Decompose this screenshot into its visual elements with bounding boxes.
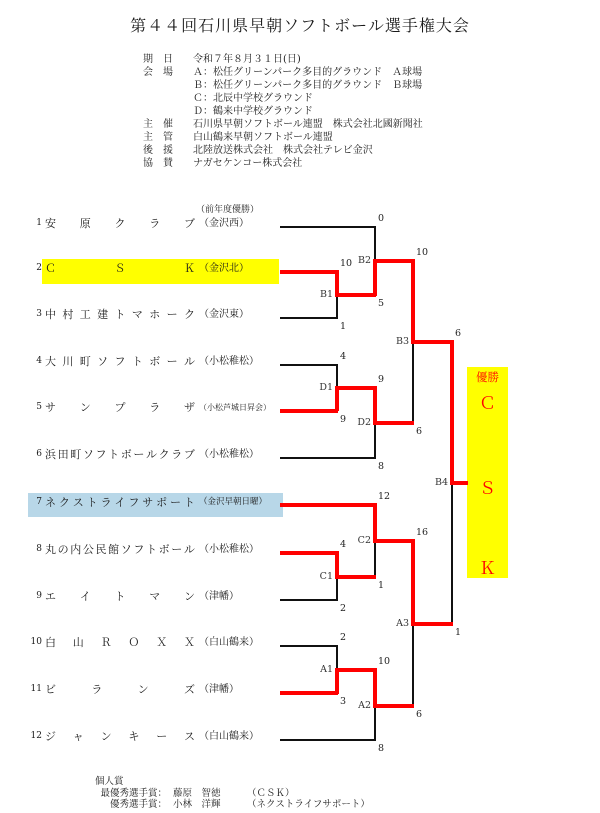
team-region: （津幡） <box>199 591 239 602</box>
event-info-block <box>143 53 423 170</box>
team-name: サ ン プ ラ ザ <box>45 401 195 414</box>
champion-name-char: Ｋ <box>479 559 496 579</box>
info-label: 主 催 <box>143 119 173 130</box>
team-row-11 <box>20 682 239 696</box>
bracket-line <box>451 482 453 625</box>
score-a3-top: 16 <box>416 527 429 538</box>
award-player-name: 小林 洋輝 <box>173 799 221 810</box>
champion-box <box>467 367 508 578</box>
team-row-8 <box>20 542 259 556</box>
match-label-b1: B1 <box>319 289 333 300</box>
team-seed: 9 <box>36 591 42 601</box>
team-region: （小松芦城日昇会） <box>199 403 271 412</box>
match-label-b4: B4 <box>434 477 448 488</box>
bracket-line <box>374 540 376 577</box>
team-region: （白山鶴来） <box>199 637 259 648</box>
score-a2-top: 10 <box>378 656 391 667</box>
info-label <box>143 79 176 92</box>
score-b2-bottom: 5 <box>378 298 385 309</box>
score-a3-bottom: 6 <box>416 709 423 720</box>
info-value: 北陸放送株式会社 株式会社テレビ金沢 <box>193 145 373 156</box>
bracket-line <box>280 364 338 366</box>
winner-path-line <box>335 668 376 672</box>
match-label-a2: A2 <box>358 700 371 711</box>
info-value: Ｄ：鶴来中学校グラウンド <box>193 106 313 117</box>
match-label-c1: C1 <box>319 571 333 582</box>
team-row-10 <box>20 635 259 649</box>
bracket-line <box>280 457 376 459</box>
bracket-line <box>280 599 338 601</box>
info-label <box>143 105 176 118</box>
winner-path-line <box>373 259 377 296</box>
previous-champion-note: （前年度優勝） <box>196 205 260 215</box>
team-seed: 1 <box>36 218 42 228</box>
winner-path-line <box>373 386 377 425</box>
team-seed: 8 <box>36 544 42 554</box>
winner-path-line <box>450 481 468 485</box>
winner-path-line <box>280 551 338 555</box>
team-region: （金沢西） <box>199 218 249 229</box>
team-name: エ イ ト マ ン <box>45 590 195 603</box>
team-row-5 <box>20 400 271 414</box>
score-c2-top: 12 <box>378 491 391 502</box>
team-region: （小松稚松） <box>199 544 259 555</box>
winner-path-line <box>335 386 376 390</box>
winner-path-line <box>373 421 414 425</box>
team-row-9 <box>20 589 239 603</box>
score-a1-top: 2 <box>340 632 347 643</box>
bracket-line <box>280 317 338 319</box>
page-title: 第４４回石川県早朝ソフトボール選手権大会 <box>130 16 470 35</box>
individual-awards-block <box>95 776 370 811</box>
team-seed: 4 <box>36 356 42 366</box>
score-b1-bottom: 1 <box>340 321 347 332</box>
team-name: 白 山 Ｒ Ｏ Ｘ Ｘ <box>45 636 195 649</box>
team-name: ビ ラ ン ズ <box>45 683 195 696</box>
winner-path-line <box>373 259 414 263</box>
team-seed: 11 <box>30 684 42 694</box>
team-region: （小松稚松） <box>199 356 259 367</box>
match-label-a3: A3 <box>396 618 409 629</box>
info-value: Ａ：松任グリーンパーク多目的グラウンド Ａ球場 <box>193 67 423 78</box>
score-d2-bottom: 8 <box>378 461 385 472</box>
score-b1-top: 10 <box>340 258 353 269</box>
info-value: 白山鶴来早朝ソフトボール連盟 <box>193 132 333 143</box>
team-seed: 7 <box>36 497 42 507</box>
winner-path-line <box>280 503 376 507</box>
info-value: Ｃ：北辰中学校グラウンド <box>193 93 313 104</box>
match-label-d1: D1 <box>319 382 333 393</box>
winner-path-line <box>373 668 377 708</box>
bracket-line <box>280 226 376 228</box>
score-b3-top: 10 <box>416 247 429 258</box>
winner-path-line <box>335 386 339 411</box>
team-row-7 <box>20 494 267 509</box>
team-region: （金沢北） <box>199 263 249 274</box>
bracket-line <box>280 645 338 647</box>
champion-heading: 優勝 <box>476 370 499 384</box>
info-label: 主 管 <box>143 132 173 143</box>
team-name: 安 原 ク ラ ブ <box>45 217 195 230</box>
winner-path-line <box>373 704 414 708</box>
score-a2-bottom: 8 <box>378 743 385 754</box>
bracket-line <box>336 295 338 318</box>
winner-path-line <box>335 293 376 297</box>
winner-path-line <box>280 270 338 274</box>
score-d1-top: 4 <box>340 351 347 362</box>
info-label: 協 賛 <box>143 158 173 169</box>
team-name: 浜 田 町 ソ フ ト ボ ー ル ク ラ ブ <box>45 448 195 461</box>
bracket-line <box>412 341 414 424</box>
match-label-d2: D2 <box>357 417 371 428</box>
awards-heading: 個人賞 <box>95 776 124 787</box>
score-c1-top: 4 <box>340 539 347 550</box>
team-seed: 10 <box>30 637 42 647</box>
team-name: ジ ャ ン キ ー ス <box>45 730 195 743</box>
winner-path-line <box>280 691 338 695</box>
match-label-b2: B2 <box>357 255 371 266</box>
team-row-4 <box>20 354 259 368</box>
team-region: （小松稚松） <box>199 449 259 460</box>
winner-path-line <box>411 622 453 626</box>
team-seed: 3 <box>36 309 42 319</box>
team-seed: 5 <box>36 402 42 412</box>
team-row-12 <box>20 729 259 743</box>
team-name: Ｃ Ｓ Ｋ <box>45 262 195 275</box>
award-label: 優秀選手賞： <box>109 799 167 810</box>
winner-path-line <box>411 539 415 626</box>
bracket-line <box>336 576 338 600</box>
score-b4-top: 6 <box>455 328 462 339</box>
score-c2-bottom: 1 <box>378 580 385 591</box>
team-seed: 12 <box>30 731 42 741</box>
info-label <box>143 92 176 105</box>
info-label: 会 場 <box>143 67 173 78</box>
winner-path-line <box>335 668 339 694</box>
winner-path-line <box>280 409 338 413</box>
team-region: （白山鶴来） <box>199 731 259 742</box>
team-seed: 6 <box>36 449 42 459</box>
match-label-a1: A1 <box>320 664 333 675</box>
award-row-mvp <box>95 788 370 800</box>
score-d1-bottom: 9 <box>340 414 347 425</box>
winner-path-line <box>373 539 414 543</box>
award-player-team: （ＣＳＫ） <box>247 787 295 799</box>
award-row-excellent <box>95 799 370 811</box>
bracket-line <box>374 226 376 262</box>
winner-path-line <box>450 340 454 485</box>
info-value: Ｂ：松任グリーンパーク多目的グラウンド Ｂ球場 <box>193 80 423 91</box>
team-region: （金沢東） <box>199 309 249 320</box>
bracket-line <box>280 739 376 741</box>
winner-path-line <box>335 575 376 579</box>
score-b3-bottom: 6 <box>416 426 423 437</box>
winner-path-line <box>411 340 453 344</box>
winner-path-line <box>411 259 415 344</box>
info-label: 後 援 <box>143 145 173 156</box>
score-c1-bottom: 2 <box>340 603 347 614</box>
score-d2-top: 9 <box>378 374 385 385</box>
champion-name-char: Ｃ <box>479 394 496 414</box>
match-label-b3: B3 <box>395 336 409 347</box>
team-region: （津幡） <box>199 684 239 695</box>
award-label: 最優秀選手賞： <box>100 787 167 799</box>
award-player-team: （ネクストライフサポート） <box>247 799 370 810</box>
team-name: 中 村 工 建 ト マ ホ ー ク <box>45 308 195 321</box>
info-value: 石川県早朝ソフトボール連盟 株式会社北國新聞社 <box>193 119 423 130</box>
winner-path-line <box>373 503 377 543</box>
score-b2-top: 0 <box>378 213 385 224</box>
award-player-name: 藤原 智徳 <box>173 787 221 799</box>
team-region: （金沢早朝日曜） <box>199 497 268 507</box>
info-label: 期 日 <box>143 54 173 65</box>
bracket-line <box>374 422 376 458</box>
team-name: 大 川 町 ソ フ ト ボ ー ル <box>45 355 195 368</box>
info-value: 令和７年８月３１日(日) <box>193 54 301 65</box>
champion-name-char: Ｓ <box>479 479 496 499</box>
team-row-1 <box>20 216 249 230</box>
bracket-line <box>374 705 376 740</box>
team-name: 丸 の 内 公 民 館 ソ フ ト ボ ー ル <box>45 543 195 556</box>
info-value: ナガセケンコー株式会社 <box>193 158 303 169</box>
score-a1-bottom: 3 <box>340 696 347 707</box>
bracket-line <box>412 623 414 706</box>
team-row-6 <box>20 447 259 461</box>
team-row-3 <box>20 307 249 321</box>
team-row-2 <box>20 261 249 275</box>
team-seed: 2 <box>36 263 42 273</box>
match-label-c2: C2 <box>357 535 371 546</box>
team-name: ネ ク ス ト ラ イ フ サ ポ ー ト <box>45 496 195 509</box>
score-b4-bottom: 1 <box>455 627 462 638</box>
